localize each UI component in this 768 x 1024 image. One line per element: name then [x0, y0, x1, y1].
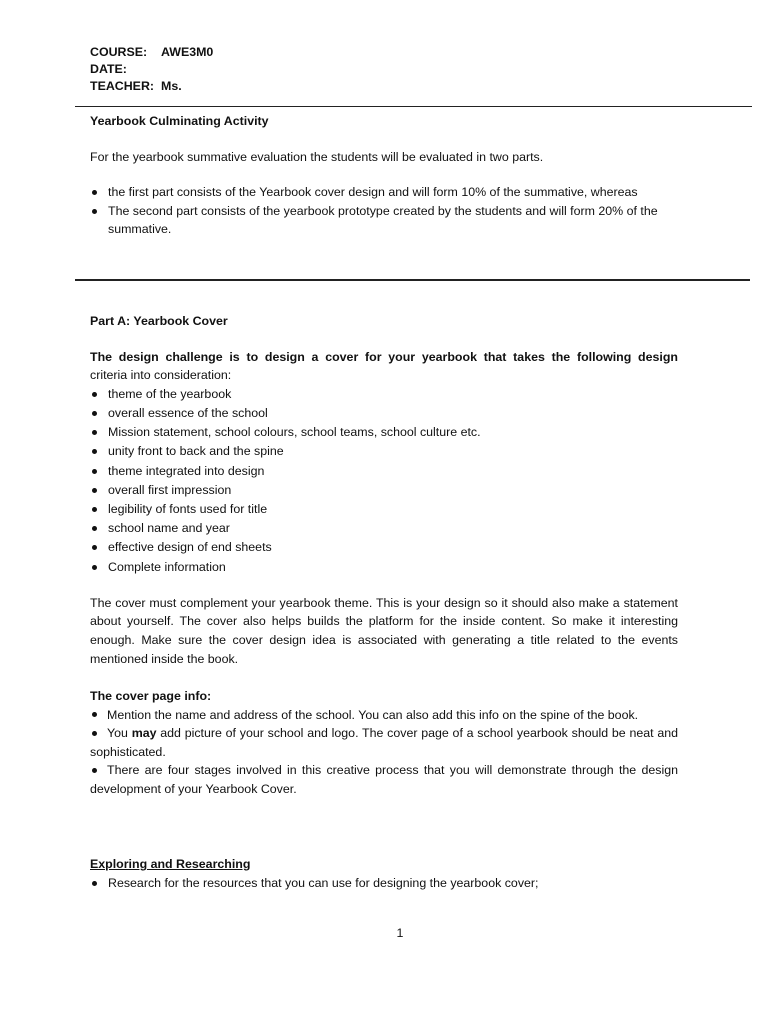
list-item: overall first impression: [90, 481, 678, 500]
exploring-section: [90, 855, 678, 893]
cover-info-text-before: You: [107, 726, 132, 741]
cover-info-title: The cover page info:: [90, 689, 212, 703]
cover-info-section: [90, 687, 678, 799]
cover-description-paragraph: The cover must complement your yearbook theme. This is your design so it should also make a statement about yourself. The cover also helps builds the platform for the inside content. So make it interesting enough. Make sure the cover design idea is associated with generating a title related to the events mentioned inside the book.: [90, 595, 678, 666]
section-divider: [75, 279, 750, 281]
date-row: [90, 61, 213, 78]
list-item: legibility of fonts used for title: [90, 500, 678, 519]
bullet-icon: [92, 768, 97, 773]
list-item: theme of the yearbook: [90, 385, 678, 404]
activity-title: Yearbook Culminating Activity: [90, 114, 269, 128]
cover-info-item: [90, 761, 678, 798]
page-number: 1: [396, 926, 404, 940]
teacher-label: TEACHER:: [90, 79, 155, 93]
list-item: theme integrated into design: [90, 462, 678, 481]
part-a-title: Part A: Yearbook Cover: [90, 314, 228, 328]
list-item: school name and year: [90, 519, 678, 538]
intro-section: [90, 112, 678, 239]
teacher-row: [90, 78, 213, 95]
list-item: The second part consists of the yearbook prototype created by the students and will form 20% of the summative.: [90, 202, 670, 239]
teacher-value: Ms.: [161, 79, 182, 93]
course-label: COURSE:: [90, 45, 148, 59]
list-item: overall essence of the school: [90, 404, 678, 423]
date-label: DATE:: [90, 62, 127, 76]
course-header: [90, 44, 213, 95]
design-challenge-continuation: criteria into consideration:: [90, 368, 232, 383]
cover-info-item: [90, 706, 678, 725]
intro-paragraph: For the yearbook summative evaluation the students will be evaluated in two parts.: [90, 149, 544, 164]
course-value: AWE3M0: [161, 45, 214, 59]
cover-info-text: There are four stages involved in this creative process that you will demonstrate through the design development of your Yearbook Cover.: [90, 763, 678, 796]
cover-info-text-after: add picture of your school and logo. The cover page of a school yearbook should be neat and sophisticated.: [90, 726, 678, 759]
list-item: the first part consists of the Yearbook cover design and will form 10% of the summative, whereas: [90, 183, 670, 202]
header-divider: [75, 106, 752, 107]
exploring-title: Exploring and Researching: [90, 857, 251, 871]
design-challenge-heading: The design challenge is to design a cover for your yearbook that takes the following design: [90, 349, 678, 364]
cover-info-item: [90, 724, 678, 761]
course-row: [90, 44, 213, 61]
part-a-section: [90, 312, 678, 668]
intro-bullet-list: [90, 183, 670, 239]
cover-info-text: Mention the name and address of the school. You can also add this info on the spine of the book.: [107, 707, 639, 722]
exploring-bullet-list: [90, 874, 678, 893]
list-item: Mission statement, school colours, school teams, school culture etc.: [90, 423, 678, 442]
list-item: effective design of end sheets: [90, 538, 678, 557]
bullet-icon: [92, 712, 97, 717]
bullet-icon: [92, 731, 97, 736]
cover-info-emphasis: may: [131, 726, 157, 741]
design-criteria-list: [90, 385, 678, 577]
list-item: Research for the resources that you can use for designing the yearbook cover;: [90, 874, 678, 893]
list-item: Complete information: [90, 558, 678, 577]
list-item: unity front to back and the spine: [90, 442, 678, 461]
